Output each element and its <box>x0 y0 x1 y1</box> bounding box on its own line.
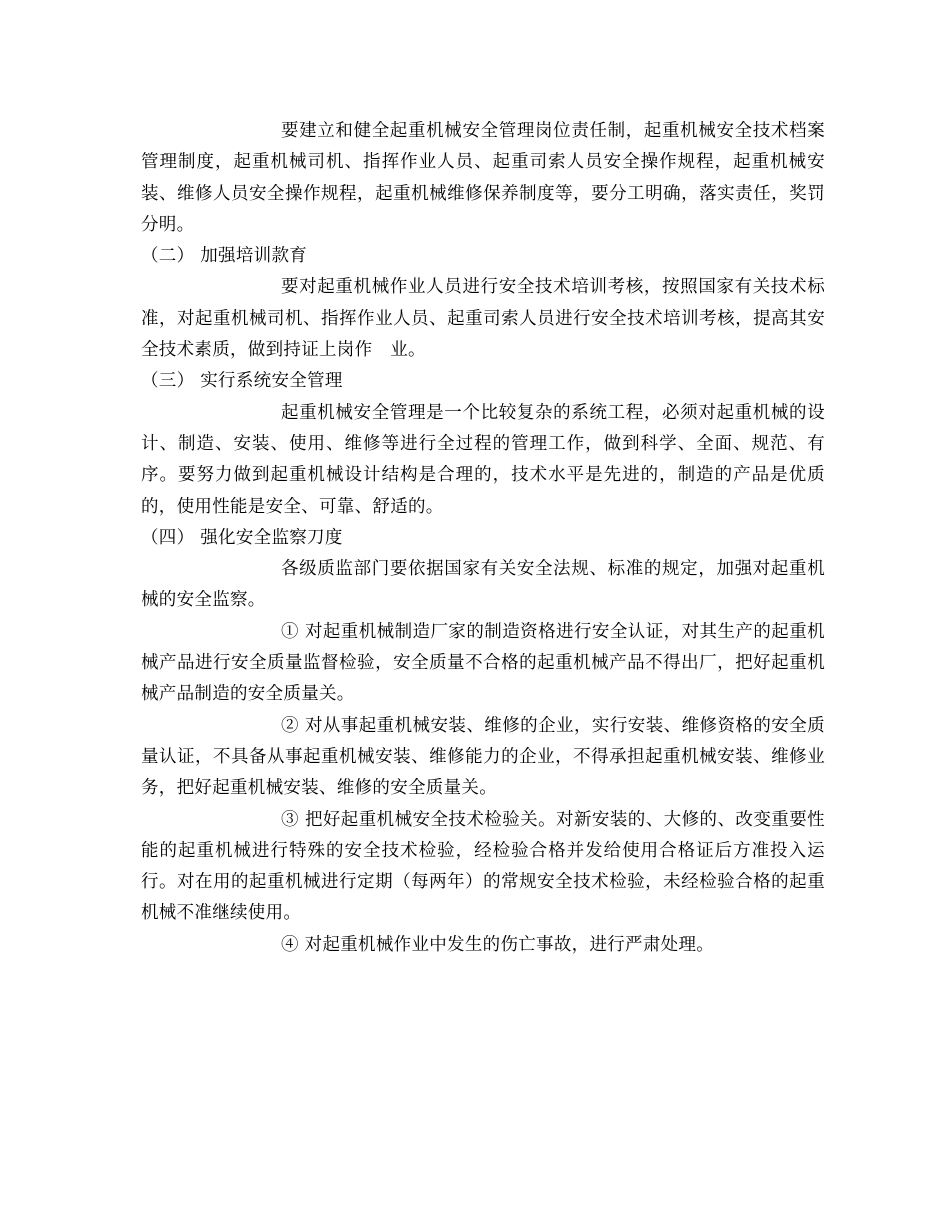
list-item-2: ② 对从事起重机械安装、维修的企业，实行安装、维修资格的安全质量认证，不具备从事起重机械安装、维修能力的企业，不得承担起重机械安装、维修业务，把好起重机械安装、维修的安全质量关。 <box>141 715 825 799</box>
section-heading-2: （二） 加强培训款育 <box>141 246 308 267</box>
document-body <box>141 116 825 961</box>
list-item-4: ④ 对起重机械作业中发生的伤亡事故，进行严肃处理。 <box>281 934 715 955</box>
paragraph-supervision: 各级质监部门要依据国家有关安全法规、标准的规定，加强对起重机械的安全监察。 <box>141 559 825 611</box>
list-item-1: ① 对起重机械制造厂家的制造资格进行安全认证，对其生产的起重机械产品进行安全质量监督检验，安全质量不合格的起重机械产品不得出厂，把好起重机械产品制造的安全质量关。 <box>141 621 825 705</box>
section-heading-3: （三） 实行系统安全管理 <box>141 371 343 392</box>
paragraph-training: 要对起重机械作业人员进行安全技术培训考核，按照国家有关技术标准，对起重机械司机、指挥作业人员、起重司索人员进行安全技术培训考核，提高其安全技术素质，做到持证上岗作 业。 <box>141 277 825 361</box>
paragraph-system-management: 起重机械安全管理是一个比较复杂的系统工程，必须对起重机械的设计、制造、安装、使用、维修等进行全过程的管理工作，做到科学、全面、规范、有序。要努力做到起重机械设计结构是合理的，技术水平是先进的，制造的产品是优质的，使用性能是安全、可靠、舒适的。 <box>141 402 825 517</box>
section-heading-4: （四） 强化安全监察刀度 <box>141 527 343 548</box>
paragraph-responsibility-system: 要建立和健全起重机械安全管理岗位责任制，起重机械安全技术档案管理制度，起重机械司机、指挥作业人员、起重司索人员安全操作规程，起重机械安装、维修人员安全操作规程，起重机械维修保养制度等，要分工明确，落实责任，奖罚分明。 <box>141 121 825 235</box>
list-item-3: ③ 把好起重机械安全技术检验关。对新安装的、大修的、改变重要性能的起重机械进行特殊的安全技术检验，经检验合格并发给使用合格证后方准投入运行。对在用的起重机械进行定期（每两年）的常规安全技术检验，未经检验合格的起重机械不准继续使用。 <box>141 809 825 924</box>
